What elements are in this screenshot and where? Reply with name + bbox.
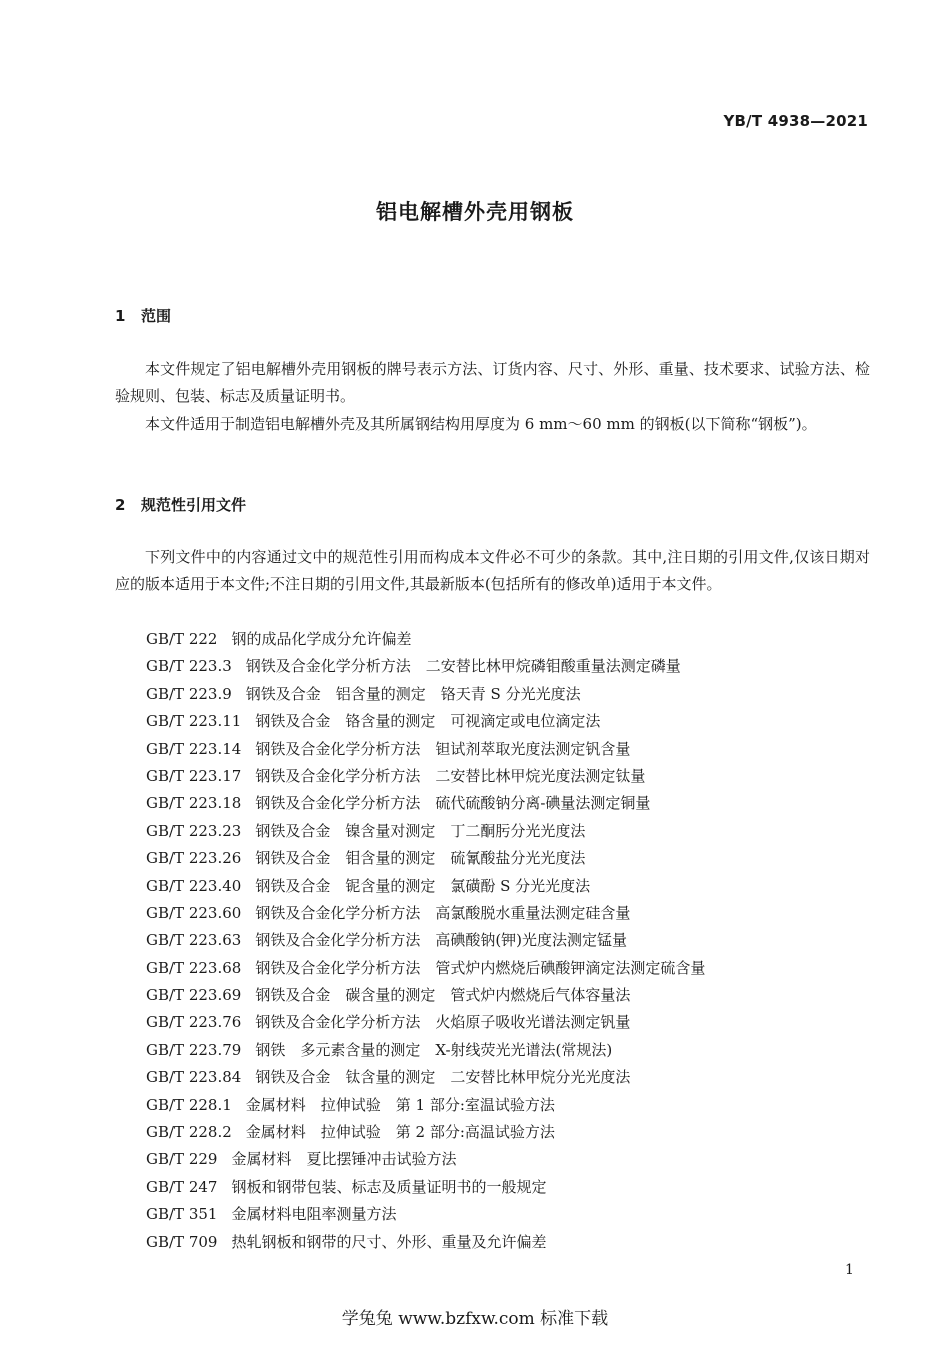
reference-title: 金属材料 拉伸试验 第 1 部分:室温试验方法 <box>245 1095 555 1114</box>
reference-item <box>146 790 705 817</box>
reference-code: GB/T 223.11 <box>146 712 242 731</box>
reference-code: GB/T 247 <box>146 1177 218 1196</box>
reference-item <box>146 1201 705 1228</box>
reference-title: 钢铁及合金化学分析方法 火焰原子吸收光谱法测定钒量 <box>255 1013 631 1032</box>
reference-item <box>146 1037 705 1064</box>
reference-code: GB/T 223.84 <box>146 1068 242 1087</box>
reference-title: 钢铁及合金化学分析方法 管式炉内燃烧后碘酸钾滴定法测定硫含量 <box>255 958 706 977</box>
reference-item <box>146 1092 705 1119</box>
reference-code: GB/T 229 <box>146 1150 218 1169</box>
reference-item <box>146 927 705 954</box>
reference-title: 金属材料 夏比摆锤冲击试验方法 <box>231 1150 457 1169</box>
reference-item <box>146 763 705 790</box>
reference-title: 钢铁及合金 铬含量的测定 可视滴定或电位滴定法 <box>255 712 601 731</box>
reference-code: GB/T 223.18 <box>146 794 242 813</box>
standard-code: YB/T 4938—2021 <box>723 112 868 130</box>
footer-watermark: 学兔兔 www.bzfxw.com 标准下载 <box>341 1309 609 1329</box>
reference-item <box>146 708 705 735</box>
reference-item <box>146 736 705 763</box>
reference-title: 钢铁及合金 铝含量的测定 铬天青 S 分光光度法 <box>245 684 581 703</box>
reference-title: 钢铁及合金化学分析方法 钽试剂萃取光度法测定钒含量 <box>255 739 631 758</box>
reference-item <box>146 845 705 872</box>
reference-item <box>146 1119 705 1146</box>
reference-title: 钢的成品化学成分允许偏差 <box>231 630 412 648</box>
reference-code: GB/T 228.2 <box>146 1123 232 1142</box>
reference-item <box>146 1174 705 1201</box>
reference-item <box>146 900 705 927</box>
reference-code: GB/T 223.68 <box>146 958 242 977</box>
reference-code: GB/T 223.14 <box>146 739 242 758</box>
reference-item <box>146 1229 705 1256</box>
reference-code: GB/T 223.9 <box>146 684 232 703</box>
reference-code: GB/T 228.1 <box>146 1095 232 1114</box>
reference-item <box>146 873 705 900</box>
reference-title: 钢铁及合金化学分析方法 硫代硫酸钠分离-碘量法测定铜量 <box>255 794 651 813</box>
section-2-number: 2 <box>115 496 126 514</box>
page-number: 1 <box>845 1262 854 1278</box>
reference-item <box>146 1009 705 1036</box>
reference-item <box>146 1146 705 1173</box>
section-1-number: 1 <box>115 307 126 325</box>
section-2-heading <box>115 494 246 515</box>
reference-title: 钢铁及合金 碳含量的测定 管式炉内燃烧后气体容量法 <box>255 986 631 1005</box>
document-title: 铝电解槽外壳用钢板 <box>376 200 574 224</box>
reference-title: 金属材料 拉伸试验 第 2 部分:高温试验方法 <box>245 1123 555 1142</box>
reference-code: GB/T 223.23 <box>146 821 242 840</box>
reference-code: GB/T 223.79 <box>146 1040 242 1059</box>
reference-item <box>146 955 705 982</box>
reference-title: 钢铁及合金 铌含量的测定 氯磺酚 S 分光光度法 <box>255 876 591 895</box>
reference-item <box>146 1064 705 1091</box>
reference-code: GB/T 223.60 <box>146 903 242 922</box>
reference-title: 钢铁及合金化学分析方法 高氯酸脱水重量法测定硅含量 <box>255 903 631 922</box>
scope-paragraph-2: 本文件适用于制造铝电解槽外壳及其所属钢结构用厚度为 6 mm～60 mm 的钢板(以下简称“钢板”)。 <box>145 415 817 433</box>
reference-item <box>146 653 705 680</box>
reference-title: 钢铁及合金 钼含量的测定 硫氰酸盐分光光度法 <box>255 849 586 868</box>
reference-title: 金属材料电阻率测量方法 <box>231 1205 397 1224</box>
reference-title: 钢铁及合金 镍含量对测定 丁二酮肟分光光度法 <box>255 821 586 840</box>
reference-code: GB/T 223.26 <box>146 849 242 868</box>
reference-title: 热轧钢板和钢带的尺寸、外形、重量及允许偏差 <box>231 1232 547 1251</box>
reference-code: GB/T 223.17 <box>146 766 242 785</box>
reference-list <box>146 626 705 1256</box>
section-1-title: 范围 <box>141 307 172 325</box>
reference-code: GB/T 351 <box>146 1205 218 1224</box>
reference-code: GB/T 223.3 <box>146 657 232 676</box>
reference-code: GB/T 709 <box>146 1232 218 1251</box>
reference-code: GB/T 223.63 <box>146 931 242 950</box>
reference-title: 钢铁及合金化学分析方法 二安替比林甲烷光度法测定钛量 <box>255 766 646 785</box>
reference-item <box>146 681 705 708</box>
reference-item <box>146 818 705 845</box>
reference-title: 钢铁及合金化学分析方法 高碘酸钠(钾)光度法测定锰量 <box>255 931 628 950</box>
reference-title: 钢铁 多元素含量的测定 X-射线荧光光谱法(常规法) <box>255 1040 613 1059</box>
section-2-title: 规范性引用文件 <box>141 496 247 514</box>
scope-paragraph-1: 本文件规定了铝电解槽外壳用钢板的牌号表示方法、订货内容、尺寸、外形、重量、技术要求、试验方法、检验规则、包装、标志及质量证明书。 <box>115 360 870 405</box>
reference-code: GB/T 223.76 <box>146 1013 242 1032</box>
reference-title: 钢铁及合金 钛含量的测定 二安替比林甲烷分光光度法 <box>255 1068 631 1087</box>
reference-item <box>146 982 705 1009</box>
reference-code: GB/T 223.69 <box>146 986 242 1005</box>
reference-title: 钢板和钢带包装、标志及质量证明书的一般规定 <box>231 1177 547 1196</box>
references-intro-paragraph: 下列文件中的内容通过文中的规范性引用而构成本文件必不可少的条款。其中,注日期的引用文件,仅该日期对应的版本适用于本文件;不注日期的引用文件,其最新版本(包括所有的修改单)适用于本文件。 <box>115 548 870 593</box>
reference-code: GB/T 223.40 <box>146 876 242 895</box>
reference-item <box>146 626 705 653</box>
section-1-heading <box>115 305 171 326</box>
reference-title: 钢铁及合金化学分析方法 二安替比林甲烷磷钼酸重量法测定磷量 <box>245 657 681 676</box>
reference-code: GB/T 222 <box>146 630 218 648</box>
